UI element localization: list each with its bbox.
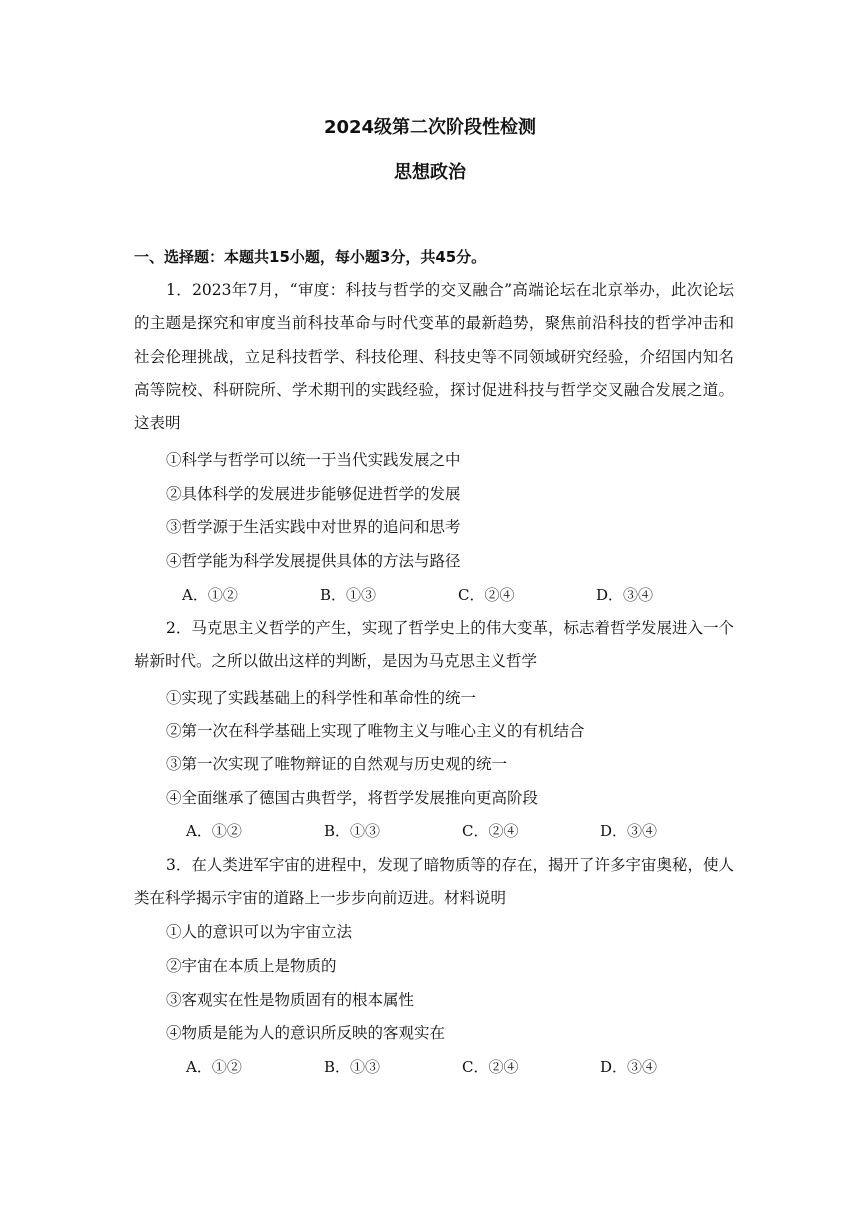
- choice-d[interactable]: D．③④: [596, 586, 654, 604]
- choice-d[interactable]: D．③④: [600, 1058, 658, 1076]
- question-3-stem: 3．在人类进军宇宙的进程中，发现了暗物质等的存在，揭开了许多宇宙奥秘，使人类在科学揭示宇宙的道路上一步步向前迈进。材料说明: [134, 856, 734, 908]
- choice-b[interactable]: B．①③: [324, 1058, 381, 1076]
- question-2-option-1: ①实现了实践基础上的科学性和革命性的统一: [166, 689, 477, 707]
- choice-c[interactable]: C．②④: [458, 586, 515, 604]
- question-1-option-2: ②具体科学的发展进步能够促进哲学的发展: [166, 485, 461, 503]
- question-2-stem: 2．马克思主义哲学的产生，实现了哲学史上的伟大变革，标志着哲学发展进入一个崭新时代。之所以做出这样的判断，是因为马克思主义哲学: [134, 619, 734, 671]
- question-2-option-2: ②第一次在科学基础上实现了唯物主义与唯心主义的有机结合: [166, 722, 585, 740]
- choice-c[interactable]: C．②④: [462, 1058, 519, 1076]
- question-3-option-3: ③客观实在性是物质固有的根本属性: [166, 991, 415, 1009]
- question-2-option-4: ④全面继承了德国古典哲学，将哲学发展推向更高阶段: [166, 789, 539, 807]
- section-heading: 一、选择题：本题共15小题，每小题3分，共45分。: [134, 248, 487, 266]
- question-1-stem: 1．2023年7月，“审度：科技与哲学的交叉融合”高端论坛在北京举办，此次论坛的主题是探究和审度当前科技革命与时代变革的最新趋势，聚焦前沿科技的哲学冲击和社会伦理挑战，立足科技哲学、科技伦理、科技史等不同领域研究经验，介绍国内知名高等院校、科研院所、学术期刊的实践经验，探讨促进科技与哲学交叉融合发展之道。这表明: [134, 281, 734, 433]
- choice-a[interactable]: A．①②: [186, 1058, 242, 1076]
- choice-b[interactable]: B．①③: [320, 586, 377, 604]
- choice-d[interactable]: D．③④: [600, 822, 658, 840]
- question-1-choices: [182, 585, 742, 607]
- question-3-option-4: ④物质是能为人的意识所反映的客观实在: [166, 1024, 446, 1042]
- question-1-option-1: ①科学与哲学可以统一于当代实践发展之中: [166, 451, 461, 469]
- question-3-option-2: ②宇宙在本质上是物质的: [166, 957, 337, 975]
- question-3-option-1: ①人的意识可以为宇宙立法: [166, 923, 353, 941]
- question-2-choices: [182, 821, 742, 843]
- question-2-option-3: ③第一次实现了唯物辩证的自然观与历史观的统一: [166, 755, 508, 773]
- exam-title: 2024级第二次阶段性检测: [323, 117, 537, 138]
- choice-a[interactable]: A．①②: [186, 822, 242, 840]
- choice-b[interactable]: B．①③: [324, 822, 381, 840]
- exam-subject: 思想政治: [394, 162, 466, 183]
- choice-c[interactable]: C．②④: [462, 822, 519, 840]
- question-1-option-4: ④哲学能为科学发展提供具体的方法与路径: [166, 552, 461, 570]
- question-1-option-3: ③哲学源于生活实践中对世界的追问和思考: [166, 518, 461, 536]
- choice-a[interactable]: A．①②: [182, 586, 238, 604]
- question-3-choices: [182, 1057, 742, 1079]
